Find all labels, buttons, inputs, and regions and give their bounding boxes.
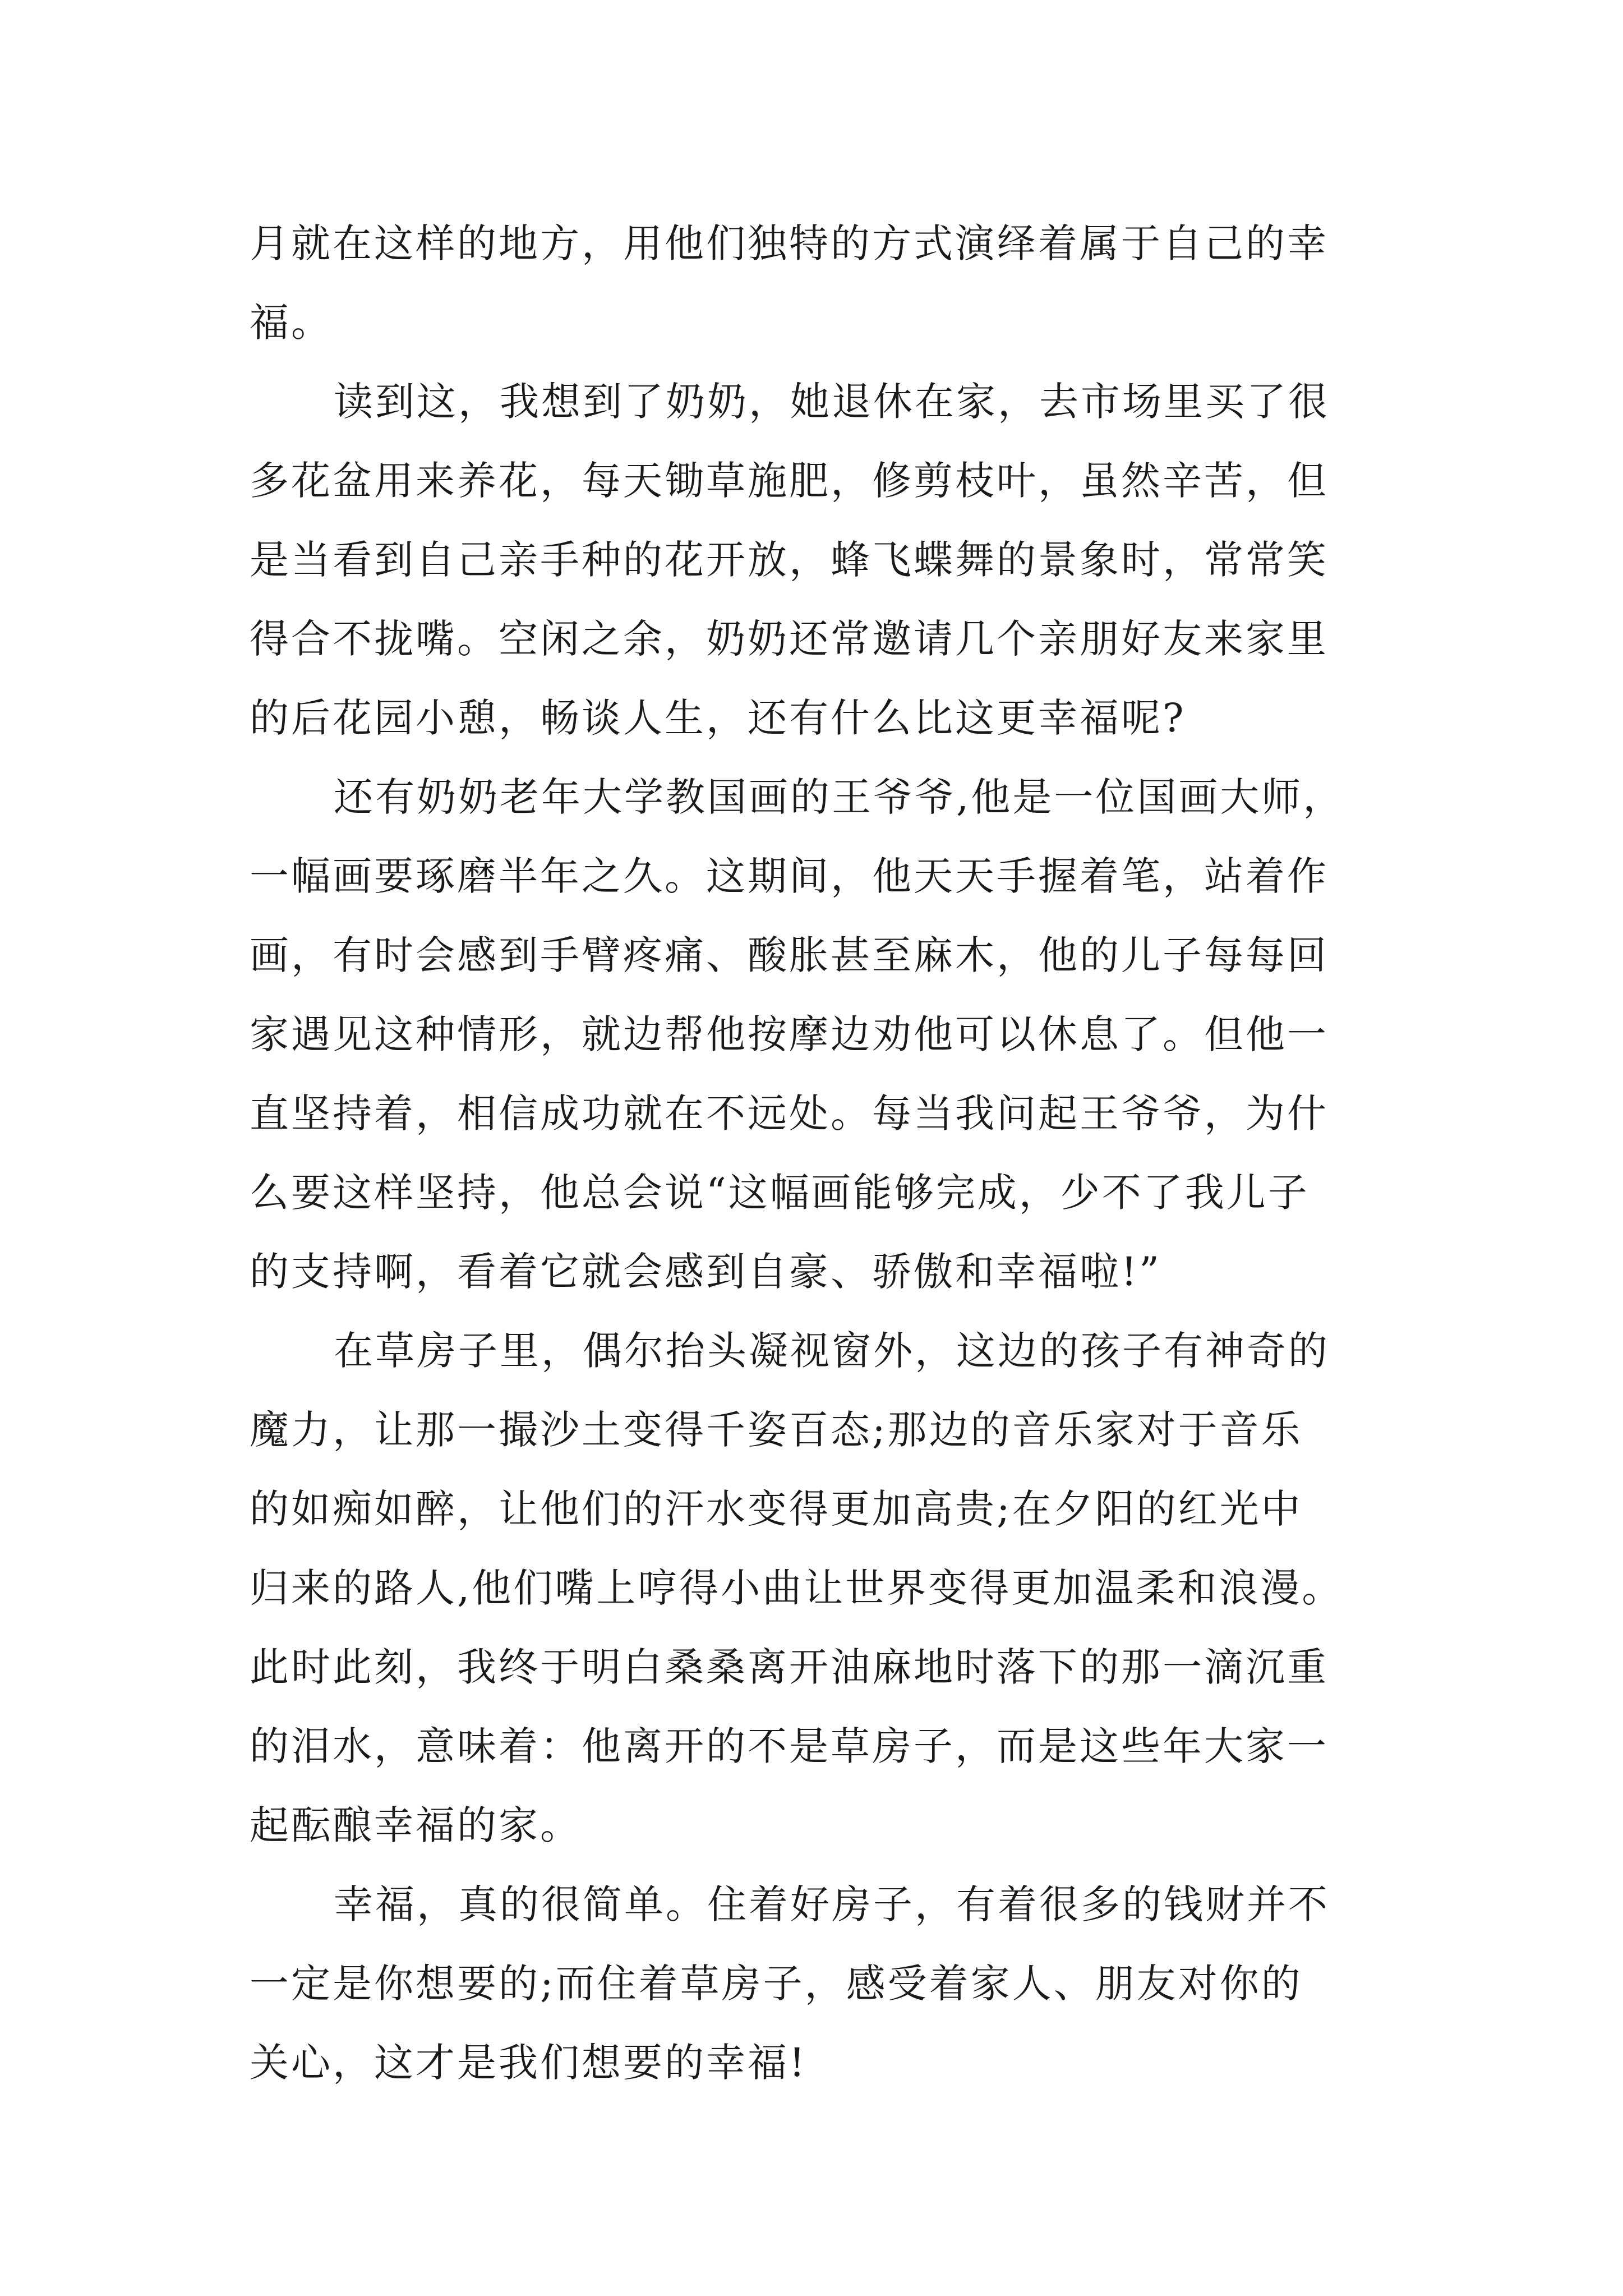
text-line: 一幅画要琢磨半年之久。这期间，他天天手握着笔，站着作: [250, 853, 1329, 899]
text-line: 此时此刻，我终于明白桑桑离开油麻地时落下的那一滴沉重: [250, 1644, 1329, 1690]
paragraph-start-line: 幸福，真的很简单。住着好房子，有着很多的钱财并不: [334, 1881, 1330, 1927]
text-line: 画，有时会感到手臂疼痛、酸胀甚至麻木，他的儿子每每回: [250, 932, 1329, 978]
text-line: 得合不拢嘴。空闲之余，奶奶还常邀请几个亲朋好友来家里: [250, 616, 1329, 662]
text-line: 家遇见这种情形，就边帮他按摩边劝他可以休息了。但他一: [250, 1011, 1329, 1057]
text-line: 的泪水，意味着：他离开的不是草房子，而是这些年大家一: [250, 1723, 1329, 1769]
text-line: 是当看到自己亲手种的花开放，蜂飞蝶舞的景象时，常常笑: [250, 537, 1329, 583]
text-line: 的支持啊，看着它就会感到自豪、骄傲和幸福啦!”: [250, 1249, 1161, 1295]
text-line: 福。: [250, 300, 333, 346]
text-line: 么要这样坚持，他总会说“这幅画能够完成，少不了我儿子: [250, 1170, 1310, 1216]
text-line: 魔力，让那一撮沙土变得千姿百态;那边的音乐家对于音乐: [250, 1407, 1303, 1453]
text-line: 关心，这才是我们想要的幸福!: [250, 2040, 808, 2086]
paragraph-start-line: 读到这，我想到了奶奶，她退休在家，去市场里买了很: [334, 379, 1330, 425]
text-line: 月就在这样的地方，用他们独特的方式演绎着属于自己的幸: [250, 220, 1329, 266]
text-line: 的如痴如醉，让他们的汗水变得更加高贵;在夕阳的红光中: [250, 1486, 1303, 1532]
text-line: 直坚持着，相信成功就在不远处。每当我问起王爷爷，为什: [250, 1091, 1329, 1137]
text-line: 的后花园小憩，畅谈人生，还有什么比这更幸福呢?: [250, 695, 1186, 741]
paragraph-start-line: 还有奶奶老年大学教国画的王爷爷,他是一位国画大师，: [334, 774, 1345, 820]
paragraph-start-line: 在草房子里，偶尔抬头凝视窗外，这边的孩子有神奇的: [334, 1328, 1330, 1374]
text-line: 归来的路人,他们嘴上哼得小曲让世界变得更加温柔和浪漫。: [250, 1565, 1344, 1611]
text-line: 多花盆用来养花，每天锄草施肥，修剪枝叶，虽然辛苦，但: [250, 458, 1329, 504]
text-line: 起酝酿幸福的家。: [250, 1802, 582, 1848]
text-line: 一定是你想要的;而住着草房子，感受着家人、朋友对你的: [250, 1961, 1303, 2007]
body-text: [250, 204, 1388, 2102]
